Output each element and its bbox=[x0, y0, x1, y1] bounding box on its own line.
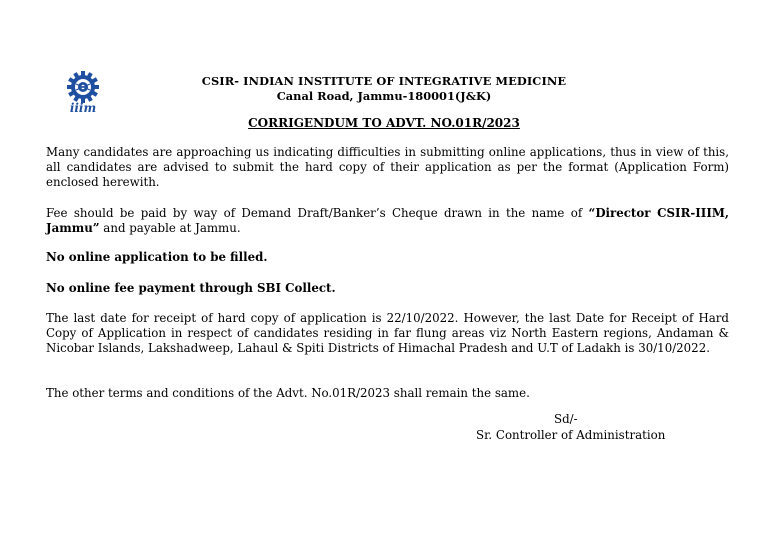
fee-text-end: and payable at Jammu. bbox=[99, 221, 241, 236]
fee-text-start: Fee should be paid by way of Demand Draft/Banker’s Cheque drawn in the name of bbox=[46, 206, 589, 220]
paragraph-no-online-fee: No online fee payment through SBI Collect. bbox=[46, 281, 336, 295]
institute-name-text: CSIR- INDIAN INSTITUTE OF INTEGRATIVE MEDICINE bbox=[201, 74, 567, 88]
institute-name bbox=[0, 74, 768, 88]
signature-sd: Sd/- bbox=[554, 412, 578, 426]
institute-address: Canal Road, Jammu-180001(J&K) bbox=[276, 89, 492, 103]
paragraph-no-online-application: No online application to be filled. bbox=[46, 250, 268, 264]
fee-payee: “Director CSIR-IIIM, Jammu” bbox=[46, 206, 729, 236]
paragraph-hard-copy-advisory: Many candidates are approaching us indicating difficulties in submitting online applications, thus in view of this, all candidates are advised to submit the hard copy of their application as per the format (Application Form) enclosed herewith. bbox=[46, 145, 729, 190]
signature-designation: Sr. Controller of Administration bbox=[476, 428, 666, 442]
document-heading: CORRIGENDUM TO ADVT. NO.01R/2023 bbox=[248, 116, 520, 130]
svg-text:iiim: iiim bbox=[69, 101, 97, 114]
paragraph-other-terms: The other terms and conditions of the Advt. No.01R/2023 shall remain the same. bbox=[46, 386, 530, 400]
paragraph-last-dates: The last date for receipt of hard copy of application is 22/10/2022. However, the last Date for Receipt of Hard Copy of Application in respect of candidates residing in far flung areas viz North Eastern regions, Andaman & Nicobar Islands, Lakshadweep, Lahaul & Spiti Districts of Himachal Pradesh and U.T of Ladakh is 30/10/2022. bbox=[46, 311, 729, 356]
paragraph-fee-payment bbox=[46, 206, 729, 236]
